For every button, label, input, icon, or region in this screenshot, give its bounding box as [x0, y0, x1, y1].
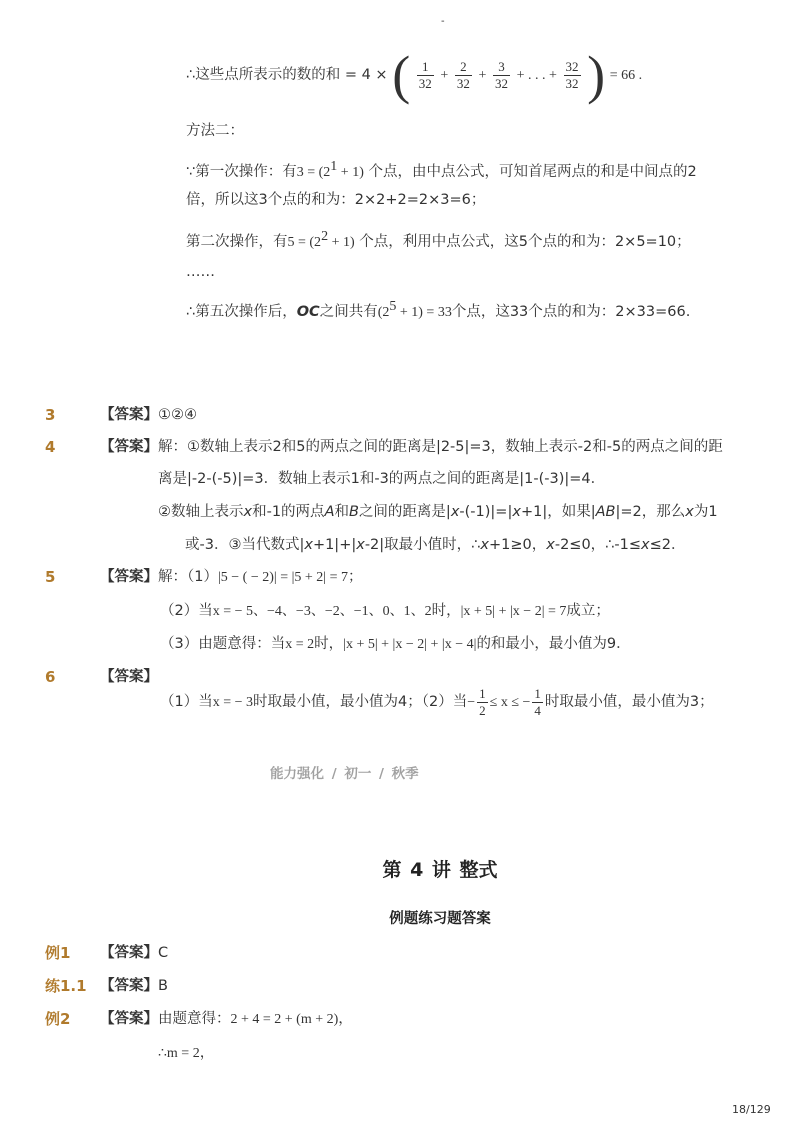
method2-title: 方法二： — [186, 123, 244, 139]
q4-line3: ②数轴上表示x和-1的两点A和B之间的距离是|x-(-1)|=|x+1|，如果|AB|=2，那么x为1 — [158, 504, 718, 520]
method2-line5: ∴第五次操作后，OC之间共有$(2^5 + 1) = 33$个点，这33个点的和为：2×33=66. — [186, 299, 691, 320]
example-number: 例2 — [45, 1010, 71, 1028]
lecture-subtitle: 例题练习题答案 — [389, 911, 491, 927]
example-number: 例1 — [45, 944, 71, 962]
fraction: $\frac{1}{32}$ — [418, 58, 432, 91]
header-mark: - — [441, 16, 445, 27]
fraction: $\frac{1}{4}$ — [534, 685, 541, 718]
q3-answer: ①②④ — [158, 407, 197, 423]
question-number: 3 — [45, 406, 56, 424]
plus-sign: + — [440, 68, 449, 83]
ellipsis-term: + . . . + — [516, 68, 557, 83]
method2-line2: 倍，所以这3个点的和为：2×2+2=2×3=6； — [186, 192, 486, 208]
fraction: $\frac{32}{32}$ — [565, 58, 579, 91]
section-footer-tag: 能力强化 / 初一 / 秋季 — [270, 766, 419, 782]
answer-label: 【答案】 — [100, 978, 158, 994]
ex1-answer: C — [158, 945, 169, 961]
method2-line1: ∵第一次操作：有$3 = (2^1 + 1)$ 个点，由中点公式，可知首尾两点的和是中间点的2 — [186, 159, 697, 180]
method1-prefix: ∴这些点所表示的数的和 = 4 × — [186, 67, 388, 83]
method2-line3: 第二次操作，有$5 = (2^2 + 1)$ 个点，利用中点公式，这5个点的和为：2×5=10； — [186, 229, 691, 250]
left-paren: ( — [392, 45, 411, 105]
method1-result: = 66 . — [609, 68, 643, 83]
page-number: 18/129 — [732, 1103, 771, 1116]
q5-line1: 解：（1）|5 − ( − 2)| = |5 + 2| = 7； — [158, 569, 363, 585]
plus-sign: + — [478, 68, 487, 83]
method2-dots: …… — [186, 264, 215, 280]
answer-label: 【答案】 — [100, 1011, 158, 1027]
answer-label: 【答案】 — [100, 407, 158, 423]
q4-line1: 解：①数轴上表示2和5的两点之间的距离是|2-5|=3，数轴上表示-2和-5的两点之间的距 — [158, 439, 723, 455]
ex2-line1: 由题意得：2 + 4 = 2 + (m + 2)， — [158, 1011, 353, 1027]
lecture-title: 第 4 讲 整式 — [382, 859, 498, 881]
right-paren: ) — [587, 45, 606, 105]
practice-number: 练1.1 — [45, 977, 87, 995]
answer-label: 【答案】 — [100, 439, 158, 455]
q6-line1: （1）当x = − 3时取最小值，最小值为4；（2）当− $\frac{1}{2}$ ≤ x ≤ − $\frac{1}{4}$ 时取最小值，最小值为3； — [160, 685, 714, 718]
question-number: 5 — [45, 568, 56, 586]
answer-label: 【答案】 — [100, 945, 158, 961]
question-number: 6 — [45, 668, 56, 686]
answer-label: 【答案】 — [100, 669, 158, 685]
fraction: $\frac{3}{32}$ — [495, 58, 509, 91]
q5-line3: （3）由题意得：当x = 2时，|x + 5| + |x − 2| + |x − 4|的和最小，最小值为9． — [160, 636, 631, 652]
answer-label: 【答案】 — [100, 569, 158, 585]
method1-sum-line — [186, 45, 643, 105]
q4-line2: 离是|-2-(-5)|=3．数轴上表示1和-3的两点之间的距离是|1-(-3)|=4． — [158, 471, 606, 487]
ex2-line2: ∴m = 2， — [158, 1045, 215, 1061]
question-number: 4 — [45, 438, 56, 456]
q4-line4: 或-3．③当代数式|x+1|+|x-2|取最小值时，∴x+1≥0，x-2≤0，∴-1≤x≤2． — [185, 537, 686, 553]
fraction: $\frac{2}{32}$ — [456, 58, 470, 91]
pr11-answer: B — [158, 978, 168, 994]
q5-line2: （2）当x = − 5、−4、−3、−2、−1、0、1、2时，|x + 5| + |x − 2| = 7成立； — [160, 603, 610, 619]
fraction: $\frac{1}{2}$ — [479, 685, 486, 718]
